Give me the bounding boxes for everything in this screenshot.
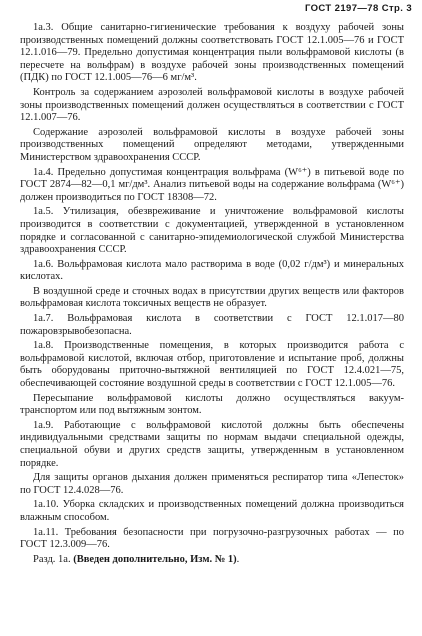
amendment-suffix: .	[236, 553, 240, 565]
document-body	[20, 22, 404, 568]
paragraph-1a5: 1а.5. Утилизация, обезвреживание и уничтожение вольфрамовой кислоты производится в соответствии с документацией, утвержденной в установленном порядке и согласованной с санитарно-эпидемиологической службой Министерства здравоохранения СССР.	[20, 206, 404, 256]
amendment-bold: (Введен дополнительно, Изм. № 1)	[73, 553, 237, 565]
paragraph-aerosol-methods: Содержание аэрозолей вольфрамовой кислоты в воздухе рабочей зоны производственных помещений определяют методами, утвержденными Министерством здравоохранения СССР.	[20, 126, 404, 163]
paragraph-1a9: 1а.9. Работающие с вольфрамовой кислотой должны быть обеспечены индивидуальными средствами защиты по нормам выдачи специальной одежды, специальной обуви и других средств защиты, утвержденным в установленном порядке.	[20, 419, 404, 469]
paragraph-1a7: 1а.7. Вольфрамовая кислота в соответствии с ГОСТ 12.1.017—80 пожаровзрывобезопасна.	[20, 313, 404, 337]
page-number: Стр. 3	[381, 3, 412, 14]
paragraph-pouring: Пересыпание вольфрамовой кислоты должно осуществляться вакуум-транспортом или под вытяжным зонтом.	[20, 392, 404, 417]
paragraph-1a6: 1а.6. Вольфрамовая кислота мало растворима в воде (0,02 г/дм³) и минеральных кислотах.	[20, 258, 404, 283]
amendment-prefix: Разд. 1а.	[33, 553, 71, 565]
paragraph-1a11: 1а.11. Требования безопасности при погрузочно-разгрузочных работах — по ГОСТ 12.3.009—76.	[20, 526, 404, 551]
paragraph-air-water: В воздушной среде и сточных водах в присутствии других веществ или факторов вольфрамовая кислота токсичных веществ не образует.	[20, 285, 404, 310]
paragraph-1a4: 1а.4. Предельно допустимая концентрация вольфрама (W⁶⁺) в питьевой воде по ГОСТ 2874—82—0,1 мг/дм³. Анализ питьевой воды на содержание вольфрама (W⁶⁺) должен производиться по ГОСТ 18308—72.	[20, 166, 404, 203]
paragraph-respirator: Для защиты органов дыхания должен применяться респиратор типа «Лепесток» по ГОСТ 12.4.028—76.	[20, 472, 404, 496]
paragraph-1a3: 1а.3. Общие санитарно-гигиенические требования к воздуху рабочей зоны производственных помещений должны соответствовать ГОСТ 12.1.005—76 и ГОСТ 12.1.016—79. Предельно допустимая концентрация пыли вольфрамовой кислоты (в пересчете на вольфрам) в воздухе рабочей зоны производственных помещений (ПДК) по ГОСТ 12.1.005—76—6 мг/м³.	[20, 22, 404, 84]
amendment-note	[20, 554, 404, 567]
standard-number: ГОСТ 2197—78	[304, 3, 379, 14]
paragraph-aerosol-control: Контроль за содержанием аэрозолей вольфрамовой кислоты в воздухе рабочей зоны производственных помещений должен осуществляться в соответствии с ГОСТ 12.1.007—76.	[20, 86, 404, 124]
page-header	[305, 3, 412, 14]
paragraph-1a10: 1а.10. Уборка складских и производственных помещений должна производиться влажным способом.	[20, 499, 404, 523]
paragraph-1a8: 1а.8. Производственные помещения, в которых производится работа с вольфрамовой кислотой, включая отбор, приготовление и испытание проб, должны быть оборудованы приточно-вытяжной вентиляцией по ГОСТ 12.4.021—75, обеспечивающей состояние воздушной среды в соответствии с ГОСТ 12.1.005—76.	[20, 340, 404, 390]
